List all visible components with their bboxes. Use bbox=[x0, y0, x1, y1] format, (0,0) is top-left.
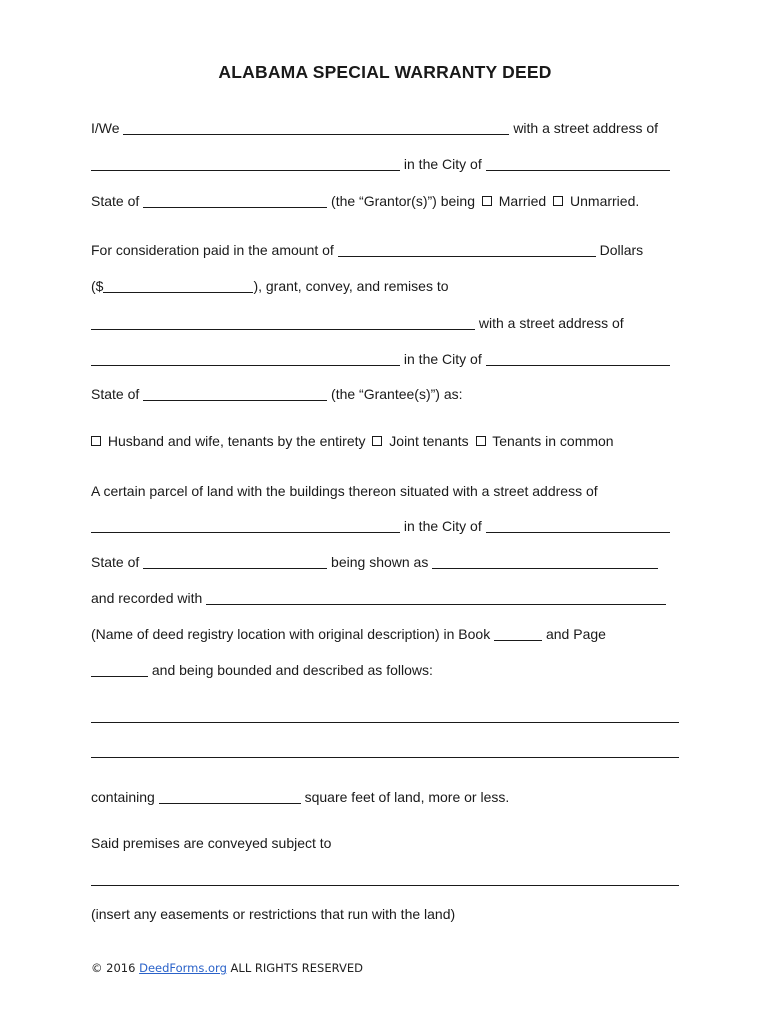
grantee-role-label: (the “Grantee(s)”) as: bbox=[331, 386, 463, 402]
square-feet-field[interactable] bbox=[159, 789, 301, 804]
easements-note-line bbox=[91, 904, 681, 924]
grantee-state-line bbox=[91, 384, 681, 404]
parcel-state-line bbox=[91, 552, 681, 572]
grantor-city-field[interactable] bbox=[486, 156, 670, 171]
parcel-city-line bbox=[91, 516, 681, 536]
footer bbox=[91, 961, 363, 975]
unmarried-label: Unmarried. bbox=[570, 193, 640, 209]
sqft-text: square feet of land, more or less. bbox=[304, 789, 510, 805]
consideration-line bbox=[91, 240, 681, 260]
paren-open: ($ bbox=[91, 278, 104, 294]
grant-line bbox=[91, 276, 681, 296]
grantee-city-field[interactable] bbox=[486, 351, 670, 366]
parcel-city-field[interactable] bbox=[486, 518, 670, 533]
grantee-name-line bbox=[91, 313, 681, 333]
page-label: and Page bbox=[545, 626, 606, 642]
consideration-amount-field[interactable] bbox=[338, 242, 596, 257]
tenants-common-label: Tenants in common bbox=[492, 433, 614, 449]
grantor-name-field[interactable] bbox=[123, 120, 509, 135]
grant-text: ), grant, convey, and remises to bbox=[253, 278, 449, 294]
parcel-shown-field[interactable] bbox=[432, 554, 658, 569]
grantor-city-label: in the City of bbox=[403, 156, 482, 172]
grantor-street-label: with a street address of bbox=[513, 120, 659, 136]
tenancy-line bbox=[91, 431, 681, 451]
joint-tenants-checkbox[interactable] bbox=[372, 436, 382, 446]
grantor-state-label: State of bbox=[91, 193, 140, 209]
parcel-street-field[interactable] bbox=[91, 518, 400, 533]
grantee-city-label: in the City of bbox=[403, 351, 482, 367]
page-title: ALABAMA SPECIAL WARRANTY DEED bbox=[218, 62, 552, 82]
rights-text: ALL RIGHTS RESERVED bbox=[230, 961, 363, 975]
tenants-common-checkbox[interactable] bbox=[476, 436, 486, 446]
parcel-city-label: in the City of bbox=[403, 518, 482, 534]
parcel-state-field[interactable] bbox=[143, 554, 327, 569]
consideration-text: For consideration paid in the amount of bbox=[91, 242, 334, 258]
grantee-state-field[interactable] bbox=[143, 386, 327, 401]
unmarried-checkbox[interactable] bbox=[553, 196, 563, 206]
married-label: Married bbox=[498, 193, 547, 209]
registry-line bbox=[91, 624, 681, 644]
book-field[interactable] bbox=[494, 626, 542, 641]
husband-wife-label: Husband and wife, tenants by the entirety bbox=[107, 433, 366, 449]
copyright-text: © 2016 bbox=[91, 961, 136, 975]
parcel-intro: A certain parcel of land with the buildings thereon situated with a street address of bbox=[91, 483, 598, 499]
parcel-intro-line bbox=[91, 481, 681, 501]
consideration-number-field[interactable] bbox=[103, 278, 253, 293]
grantee-street-label: with a street address of bbox=[478, 315, 624, 331]
subject-line bbox=[91, 833, 681, 853]
grantor-name-line bbox=[91, 118, 681, 138]
grantee-name-field[interactable] bbox=[91, 315, 475, 330]
married-checkbox[interactable] bbox=[482, 196, 492, 206]
subject-text: Said premises are conveyed subject to bbox=[91, 835, 332, 851]
area-line bbox=[91, 787, 681, 807]
bounded-text: and being bounded and described as follows: bbox=[151, 662, 433, 678]
containing-label: containing bbox=[91, 789, 155, 805]
parcel-state-label: State of bbox=[91, 554, 140, 570]
joint-tenants-label: Joint tenants bbox=[389, 433, 469, 449]
bounded-line bbox=[91, 660, 681, 680]
grantor-state-line bbox=[91, 191, 681, 211]
parcel-shown-label: being shown as bbox=[331, 554, 429, 570]
grantee-street-field[interactable] bbox=[91, 351, 400, 366]
description-line-1[interactable] bbox=[91, 722, 679, 723]
grantor-street-field[interactable] bbox=[91, 156, 400, 171]
dollars-label: Dollars bbox=[599, 242, 644, 258]
deedforms-link[interactable]: DeedForms.org bbox=[139, 961, 227, 975]
grantee-city-line bbox=[91, 349, 681, 369]
registry-text: (Name of deed registry location with original description) in Book bbox=[91, 626, 491, 642]
grantor-role-label: (the “Grantor(s)”) being bbox=[331, 193, 475, 209]
grantor-prefix: I/We bbox=[91, 120, 120, 136]
page-field[interactable] bbox=[91, 662, 148, 677]
easements-note: (insert any easements or restrictions that run with the land) bbox=[91, 906, 456, 922]
recorded-field[interactable] bbox=[206, 590, 666, 605]
husband-wife-checkbox[interactable] bbox=[91, 436, 101, 446]
easements-field[interactable] bbox=[91, 885, 679, 886]
recorded-line bbox=[91, 588, 681, 608]
grantee-state-label: State of bbox=[91, 386, 140, 402]
grantor-state-field[interactable] bbox=[143, 193, 327, 208]
recorded-label: and recorded with bbox=[91, 590, 203, 606]
description-line-2[interactable] bbox=[91, 757, 679, 758]
grantor-city-line bbox=[91, 154, 681, 174]
